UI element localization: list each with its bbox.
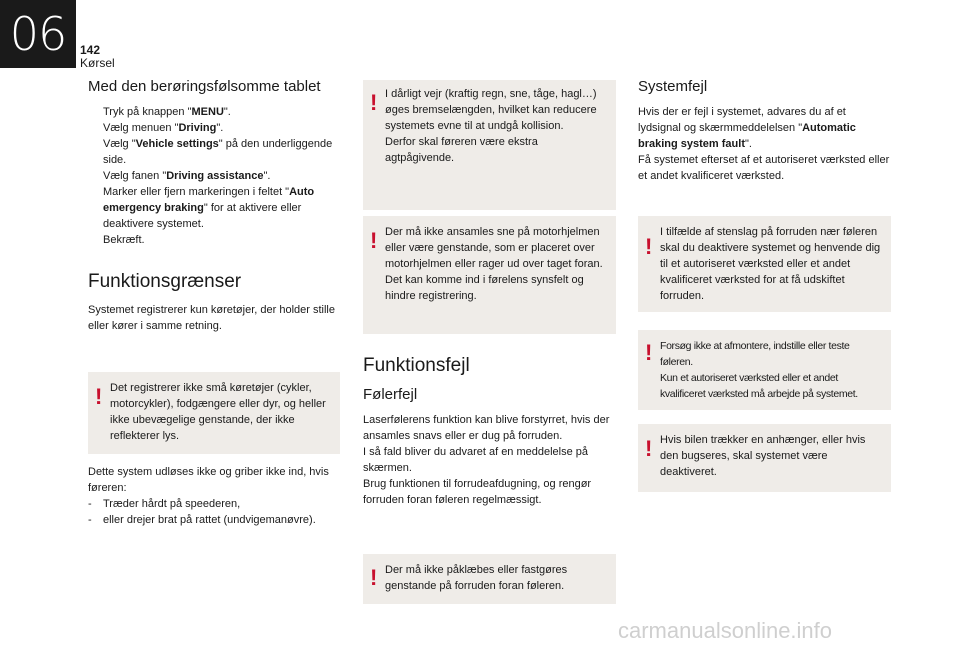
list-item: Vælg "Vehicle settings" på den underliggende side. bbox=[103, 138, 333, 166]
system-fault-text: Hvis der er fejl i systemet, advares du af et lydsignal og skærmmeddelelsen "Automatic braking system fault". bbox=[638, 106, 856, 150]
sensor-text: Brug funktionen til forrudeafdugning, og rengør forruden foran føleren regelmæssigt. bbox=[363, 478, 592, 506]
disengage-list bbox=[88, 496, 340, 528]
warning-box bbox=[363, 554, 616, 604]
warning-text: Der må ikke påklæbes eller fastgøres genstande på forruden foran føleren. bbox=[385, 564, 568, 592]
limits-heading: Funktionsgrænser bbox=[88, 271, 242, 292]
warning-icon: ! bbox=[645, 436, 653, 461]
warning-box bbox=[638, 424, 891, 492]
warning-text: Derfor skal føreren være ekstra agtpågivende. bbox=[385, 136, 538, 164]
warning-text: I dårligt vejr (kraftig regn, sne, tåge, hagl…) øges bremselængden, hvilket kan reducere systemets evne til at undgå kollision. bbox=[385, 88, 597, 132]
warning-icon: ! bbox=[95, 384, 103, 409]
warning-box bbox=[638, 216, 891, 312]
system-fault-text: Få systemet efterset af et autoriseret værksted eller et andet kvalificeret værksted. bbox=[638, 154, 890, 182]
list-item: Tryk på knappen "MENU". bbox=[103, 106, 231, 118]
warning-icon: ! bbox=[370, 565, 378, 590]
sensor-heading: Følerfejl bbox=[363, 386, 418, 403]
tablet-heading: Med den berøringsfølsomme tablet bbox=[88, 78, 321, 95]
warning-text: Hvis bilen trækker en anhænger, eller hvis den bugseres, skal systemet være deaktiveret. bbox=[660, 434, 866, 478]
limits-text: Systemet registrerer kun køretøjer, der holder stille eller kører i samme retning. bbox=[88, 304, 335, 332]
list-item: Vælg menuen "Driving". bbox=[103, 122, 224, 134]
tablet-steps-list bbox=[88, 104, 340, 248]
watermark: carmanualsonline.info bbox=[618, 618, 833, 643]
list-item: - eller drejer brat på rattet (undvigemanøvre). bbox=[88, 514, 316, 526]
warning-text: Det registrerer ikke små køretøjer (cykler, motorcykler), fodgængere eller dyr, og heller ikke ubevægelige genstande, der ikke reflekterer lys. bbox=[110, 382, 326, 442]
warning-text: I tilfælde af stenslag på forruden nær føleren skal du deaktivere systemet og henvende dig til et autoriseret værksted eller et andet kvalificeret værksted for at få udskiftet forruden. bbox=[660, 226, 881, 302]
warning-box bbox=[88, 372, 340, 454]
list-item: - Træder hårdt på speederen, bbox=[88, 498, 241, 510]
warning-icon: ! bbox=[645, 234, 653, 259]
warning-text: Der må ikke ansamles sne på motorhjelmen eller være genstande, som er placeret over motorhjelmen eller rager ud over taget foran. Det kan komme ind i førelens synsfelt og hindre registrering. bbox=[385, 226, 603, 302]
warning-icon: ! bbox=[370, 90, 378, 115]
malfunction-heading: Funktionsfejl bbox=[363, 355, 470, 376]
list-item: Vælg fanen "Driving assistance". bbox=[103, 170, 271, 182]
page-number: 142 bbox=[80, 43, 101, 57]
warning-box bbox=[638, 330, 891, 410]
list-item: Marker eller fjern markeringen i feltet "Auto emergency braking" for at aktivere eller deaktivere systemet. bbox=[103, 186, 315, 230]
sensor-text: Laserfølerens funktion kan blive forstyrret, hvis der ansamles snavs eller er dug på forruden. bbox=[363, 414, 610, 442]
warning-box bbox=[363, 216, 616, 334]
section-name: Kørsel bbox=[80, 56, 115, 70]
warning-icon: ! bbox=[370, 228, 378, 253]
warning-icon: ! bbox=[645, 340, 653, 365]
warning-text: Forsøg ikke at afmontere, indstille eller teste føleren. bbox=[660, 340, 850, 368]
system-fault-heading: Systemfejl bbox=[638, 78, 708, 95]
sensor-text: I så fald bliver du advaret af en meddelelse på skærmen. bbox=[363, 446, 589, 474]
list-item: Bekræft. bbox=[103, 234, 145, 246]
disengage-text: Dette system udløses ikke og griber ikke ind, hvis føreren: bbox=[88, 466, 329, 494]
warning-box bbox=[363, 80, 616, 210]
warning-text: Kun et autoriseret værksted eller et andet kvalificeret værksted må arbejde på systemet. bbox=[660, 372, 858, 400]
chapter-tab: 06 bbox=[0, 0, 76, 68]
